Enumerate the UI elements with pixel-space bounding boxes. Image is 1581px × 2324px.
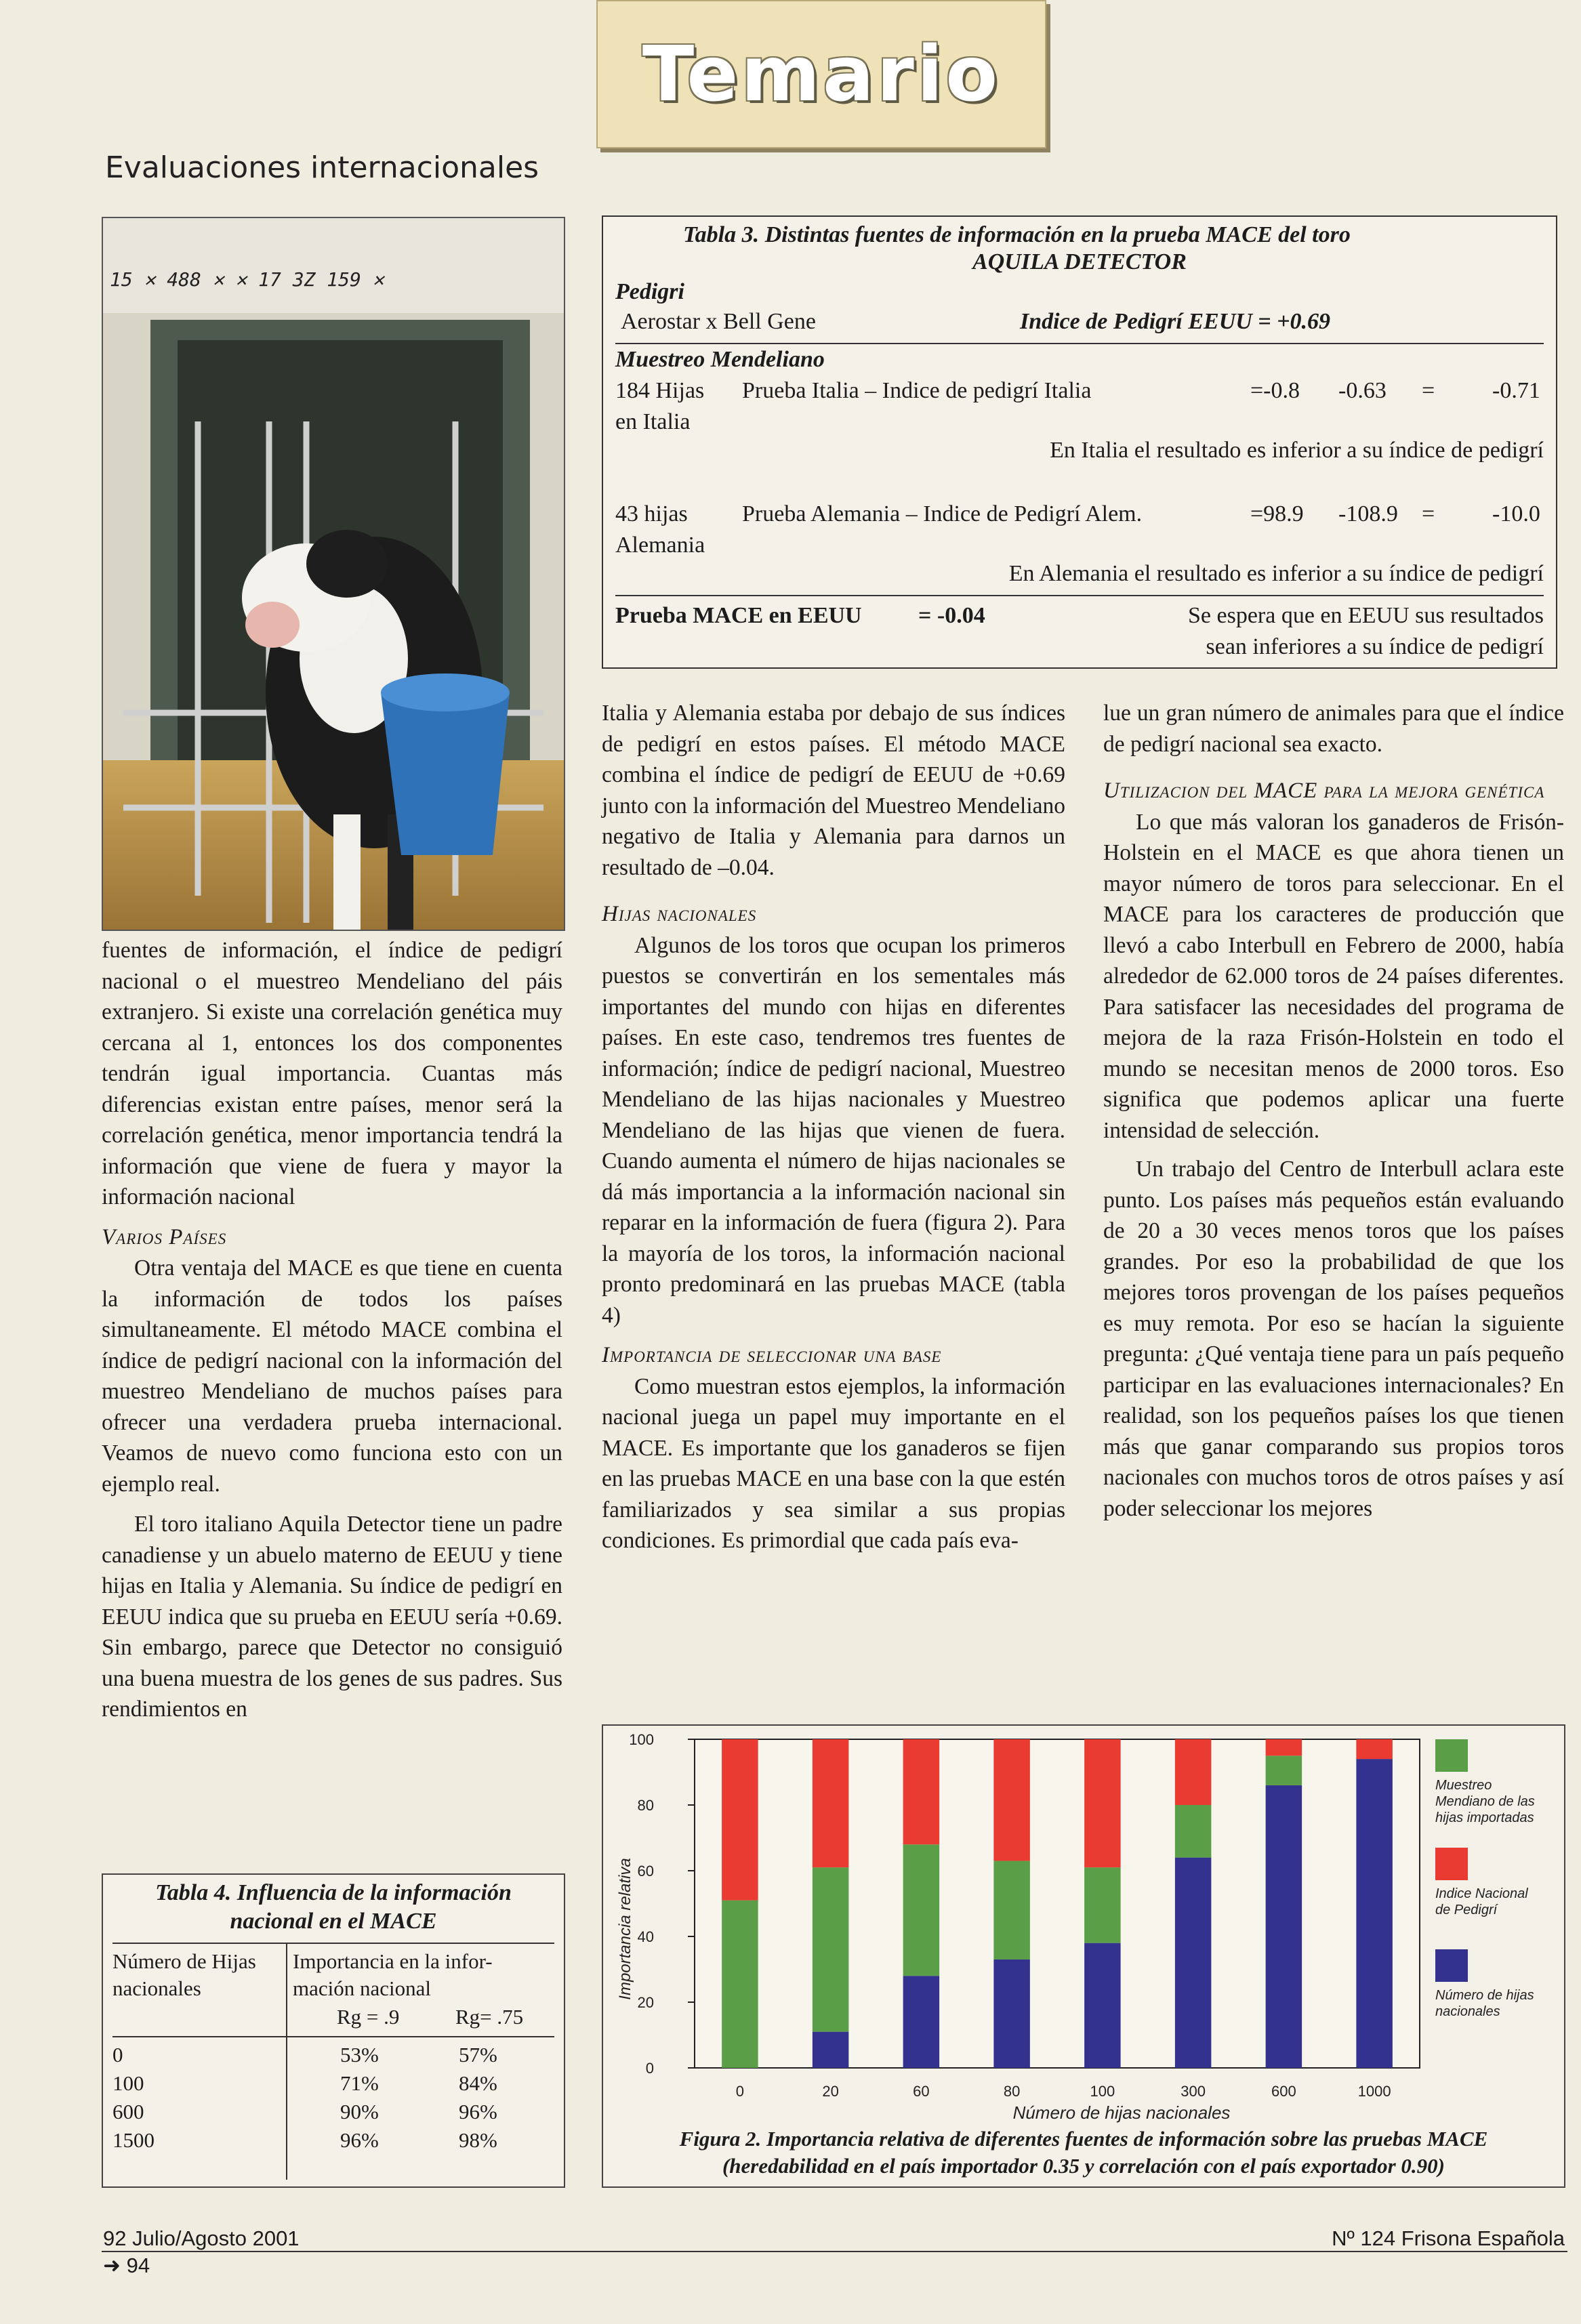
table3-pedigri-parents: Aerostar x Bell Gene [621, 309, 816, 334]
table3-mace-value: = -0.04 [918, 603, 985, 628]
y-tick-label: 100 [629, 1731, 654, 1748]
table4-row-a: 96% [340, 2128, 379, 2152]
legend-label: Número de hijas [1435, 1988, 1534, 2003]
bar-segment [1356, 1739, 1393, 1759]
col3-heading-utilizacion-mace: Utilizacion del MACE para la mejora genética [1103, 779, 1545, 803]
calf-photo [102, 217, 565, 931]
bar-segment [1266, 1756, 1302, 1785]
footer-right: Nº 124 Frisona Española [1332, 2226, 1565, 2250]
legend-swatch [1435, 1949, 1468, 1982]
footer-arrow-link[interactable]: ➜ 94 [103, 2254, 150, 2277]
x-axis-label: Número de hijas nacionales [1012, 2102, 1231, 2123]
x-tick-label: 600 [1271, 2083, 1296, 2100]
legend-label: Indice Nacional [1435, 1886, 1528, 1901]
table3-italy-calc-a: =-0.8 [1250, 378, 1300, 403]
bar-segment [1266, 1785, 1302, 2068]
x-tick-label: 100 [1090, 2083, 1115, 2100]
x-tick-label: 1000 [1357, 2083, 1391, 2100]
table3-ger-test: Prueba Alemania – Indice de Pedigrí Alem. [742, 501, 1143, 526]
table4-rule [112, 2036, 554, 2037]
col1-heading-varios-paises: Varios Países [102, 1224, 227, 1249]
legend-label: hijas importadas [1435, 1810, 1534, 1825]
table3-mace-note-1: Se espera que en EEUU sus resultados [1188, 603, 1544, 628]
table3-ger-calc-a: =98.9 [1250, 501, 1304, 526]
col2-paragraph: Italia y Alemania estaba por debajo de sus índices de pedigrí en estos países. El método MACE combina el índice de pedigrí de EEUU de +0.69 junto con la información del Muestreo Mendeliano negativo de Italia y Alemania para darnos un resultado de –0.04. [602, 701, 1065, 880]
table4-row-a: 53% [340, 2043, 379, 2067]
y-tick-label: 60 [637, 1863, 654, 1880]
temario-banner [596, 0, 1046, 148]
table3-mace-label: Prueba MACE en EEUU [615, 603, 862, 628]
bar-segment [813, 1867, 849, 2032]
table3-ger-calc-r: -10.0 [1492, 501, 1540, 526]
y-axis-label: Importancia relativa [616, 1858, 634, 2000]
table4-header-hijas-2: nacionales [112, 1976, 201, 2000]
table3-pedigri-head: Pedigri [615, 279, 684, 304]
table3-ger-daughters-2: Alemania [615, 533, 705, 558]
photo-marks: 15 ✕ 488 ✕ ✕ 17 3Z 159 ✕ [110, 268, 384, 291]
table3-ger-calc-b: -108.9 [1338, 501, 1398, 526]
figure2-caption-1: Figura 2. Importancia relativa de diferentes fuentes de información sobre las pruebas MACE [679, 2127, 1488, 2151]
bar-segment [993, 1739, 1030, 1861]
footer-rule [102, 2251, 1567, 2252]
table4-header-rg75: Rg= .75 [455, 2005, 524, 2029]
legend-label: Mendiano de las [1435, 1794, 1535, 1809]
legend-label: de Pedigrí [1435, 1903, 1498, 1917]
col3-paragraph: Un trabajo del Centro de Interbull aclara este punto. Los países más pequeños están evaluando de 20 a 30 veces menos toros que los países grandes. Por eso la probabilidad de que los mejores toros provengan de los países pequeños es muy remota. Por eso se hacían la siguiente pregunta: ¿Qué ventaja tiene para un país pequeño participar en las evaluaciones internacionales? En realidad, son los pequeños países los que tienen más que ganar comparando sus propios toros nacionales con muchos toros de otros países y así poder seleccionar los mejores [1103, 1157, 1564, 1521]
table4-row-n: 100 [112, 2071, 144, 2095]
table4-header-importancia: Importancia en la infor- [293, 1949, 493, 1973]
bar-segment [1084, 1739, 1121, 1867]
table3-mace-note-2: sean inferiores a su índice de pedigrí [1206, 634, 1544, 659]
table-4 [102, 1873, 565, 2188]
table4-row-n: 1500 [112, 2128, 155, 2152]
x-tick-label: 60 [913, 2083, 930, 2100]
bar-segment [1084, 1867, 1121, 1943]
table3-ger-calc-eq: = [1422, 501, 1435, 526]
table4-header-importancia-2: mación nacional [293, 1976, 431, 2000]
col2-paragraph: Algunos de los toros que ocupan los primeros puestos se convertirán en los sementales más importantes del mundo con hijas en diferentes países. En este caso, tendremos tres fuentes de información; índice de pedigrí nacional, Muestreo Mendeliano de las hijas nacionales y Muestreo Mendeliano de las hijas que vienen de fuera. Cuando aumenta el número de hijas nacionales se dá más importancia a la información nacional sin reparar en la información de fuera (figura 2). Para la mayoría de los toros, la información nacional pronto predominará en las pruebas MACE (tabla 4) [602, 932, 1065, 1328]
bar-segment [813, 2032, 849, 2068]
table4-row-n: 0 [112, 2043, 123, 2067]
x-tick-label: 80 [1003, 2083, 1021, 2100]
table4-row-b: 96% [459, 2100, 497, 2123]
figure2-chart [603, 1726, 1564, 2125]
table3-pedigri-index: Indice de Pedigrí EEUU = +0.69 [1020, 309, 1331, 334]
bar-segment [722, 1739, 758, 1901]
bar-segment [722, 1901, 758, 2068]
section-title: Evaluaciones internacionales [105, 150, 539, 185]
table4-header-rg9: Rg = .9 [337, 2005, 400, 2029]
table3-italy-daughters: 184 Hijas [615, 378, 705, 403]
col2-heading-hijas-nacionales: Hijas nacionales [602, 902, 757, 926]
bar-segment [1175, 1805, 1212, 1858]
column-2 [602, 698, 1065, 1556]
table4-header-hijas: Número de Hijas [112, 1949, 256, 1973]
col2-paragraph: Como muestran estos ejemplos, la información nacional juega un papel muy importante en el MACE. Es importante que los ganaderos se fijen en las pruebas MACE en una base con la que estén familiarizados y sea similar a sus propias condiciones. Es primordial que cada país eva- [602, 1373, 1065, 1553]
figure-2 [602, 1724, 1565, 2188]
bar-segment [903, 1976, 940, 2068]
legend-label: Muestreo [1435, 1778, 1492, 1793]
column-1 [102, 935, 562, 1725]
y-tick-label: 20 [637, 1994, 654, 2011]
table3-italy-calc-r: -0.71 [1492, 378, 1540, 403]
x-tick-label: 0 [735, 2083, 744, 2100]
x-tick-label: 20 [822, 2083, 839, 2100]
banner-title: Temario [642, 30, 1001, 119]
bar-segment [993, 1959, 1030, 2068]
table3-rule [615, 343, 1544, 344]
y-tick-label: 80 [637, 1797, 654, 1814]
bar-segment [1356, 1759, 1393, 2068]
col1-paragraph: fuentes de información, el índice de pedigrí nacional o el muestreo Mendeliano del páis extranjero. Si existe una correlación genética muy cercana al 1, entonces los dos componentes tendrán igual importancia. Cuantas más diferencias existan entre países, menor será la correlación genética, menor importancia tendrá la información que viene de fuera y mayor la información nacional [102, 938, 562, 1209]
bar-segment [993, 1861, 1030, 1959]
table3-italy-calc-b: -0.63 [1338, 378, 1387, 403]
table3-title-2: AQUILA DETECTOR [972, 249, 1187, 274]
col3-paragraph: Lo que más valoran los ganaderos de Frisón-Holstein en el MACE es que ahora tienen un mayor número de toros para seleccionar. En el MACE para los caracteres de producción que llevó a cabo Interbull en Febrero de 2000, había alrededor de 62.000 toros de 24 países diferentes. Para satisfacer las necesidades del programa de mejora de la raza Frisón-Holstein en todo el mundo se necesitan menos de 2000 toros. Eso significa que podemos aplicar una fuerte intensidad de selección. [1103, 809, 1564, 1143]
y-tick-label: 0 [645, 2060, 654, 2077]
table4-row-b: 57% [459, 2043, 497, 2067]
table3-title-1: Tabla 3. Distintas fuentes de información en la prueba MACE del toro [683, 222, 1351, 247]
col3-paragraph: lue un gran número de animales para que el índice de pedigrí nacional sea exacto. [1103, 701, 1564, 757]
table4-row-n: 600 [112, 2100, 144, 2123]
y-tick-label: 40 [637, 1928, 654, 1945]
bar-segment [1266, 1739, 1302, 1756]
figure2-caption-2: (heredabilidad en el país importador 0.35 y correlación con el país exportador 0.90) [722, 2154, 1445, 2178]
legend-swatch [1435, 1848, 1468, 1880]
table3-italy-calc-eq: = [1422, 378, 1435, 403]
table4-row-b: 98% [459, 2128, 497, 2152]
table-3 [602, 215, 1557, 669]
bar-segment [813, 1739, 849, 1867]
table3-rule [615, 595, 1544, 596]
table4-title-2: nacional en el MACE [230, 1909, 437, 1934]
bar-segment [1175, 1739, 1212, 1805]
bar-segment [903, 1739, 940, 1844]
plot-area [695, 1739, 1420, 2068]
col1-paragraph: El toro italiano Aquila Detector tiene un padre canadiense y un abuelo materno de EEUU y tiene hijas en Italia y Alemania. Su índice de pedigrí en EEUU indica que su prueba en EEUU sería +0.69. Sin embargo, parece que Detector no consiguió una buena muestra de los genes de sus padres. Sus rendimientos en [102, 1512, 562, 1722]
table3-mendel-head: Muestreo Mendeliano [615, 347, 825, 372]
table4-vrule [286, 1943, 287, 2180]
table3-italy-test: Prueba Italia – Indice de pedigrí Italia [742, 378, 1092, 403]
legend-label: nacionales [1435, 2004, 1500, 2019]
column-3 [1103, 698, 1564, 1524]
table3-ger-daughters: 43 hijas [615, 501, 688, 526]
table3-ger-note: En Alemania el resultado es inferior a su índice de pedigrí [1008, 561, 1544, 586]
table4-row-a: 90% [340, 2100, 379, 2123]
table4-rule [112, 1943, 554, 1944]
col2-heading-importancia-base: Importancia de seleccionar una base [602, 1343, 942, 1367]
x-tick-label: 300 [1180, 2083, 1206, 2100]
table4-row-b: 84% [459, 2071, 497, 2095]
legend-swatch [1435, 1739, 1468, 1772]
col1-paragraph: Otra ventaja del MACE es que tiene en cuenta la información de todos los países simultaneamente. El método MACE combina el índice de pedigrí nacional con la información del muestreo Mendeliano de muchos países para ofrecer una verdadera prueba internacional. Veamos de nuevo como funciona esto con un ejemplo real. [102, 1256, 562, 1497]
table3-italy-daughters-2: en Italia [615, 409, 691, 434]
table3-italy-note: En Italia el resultado es inferior a su índice de pedigrí [1050, 438, 1544, 463]
table4-row-a: 71% [340, 2071, 379, 2095]
bar-segment [903, 1844, 940, 1976]
bar-segment [1175, 1858, 1212, 2068]
bar-segment [1084, 1943, 1121, 2068]
footer-left: 92 Julio/Agosto 2001 [103, 2226, 300, 2250]
table4-title-1: Tabla 4. Influencia de la información [155, 1880, 512, 1905]
